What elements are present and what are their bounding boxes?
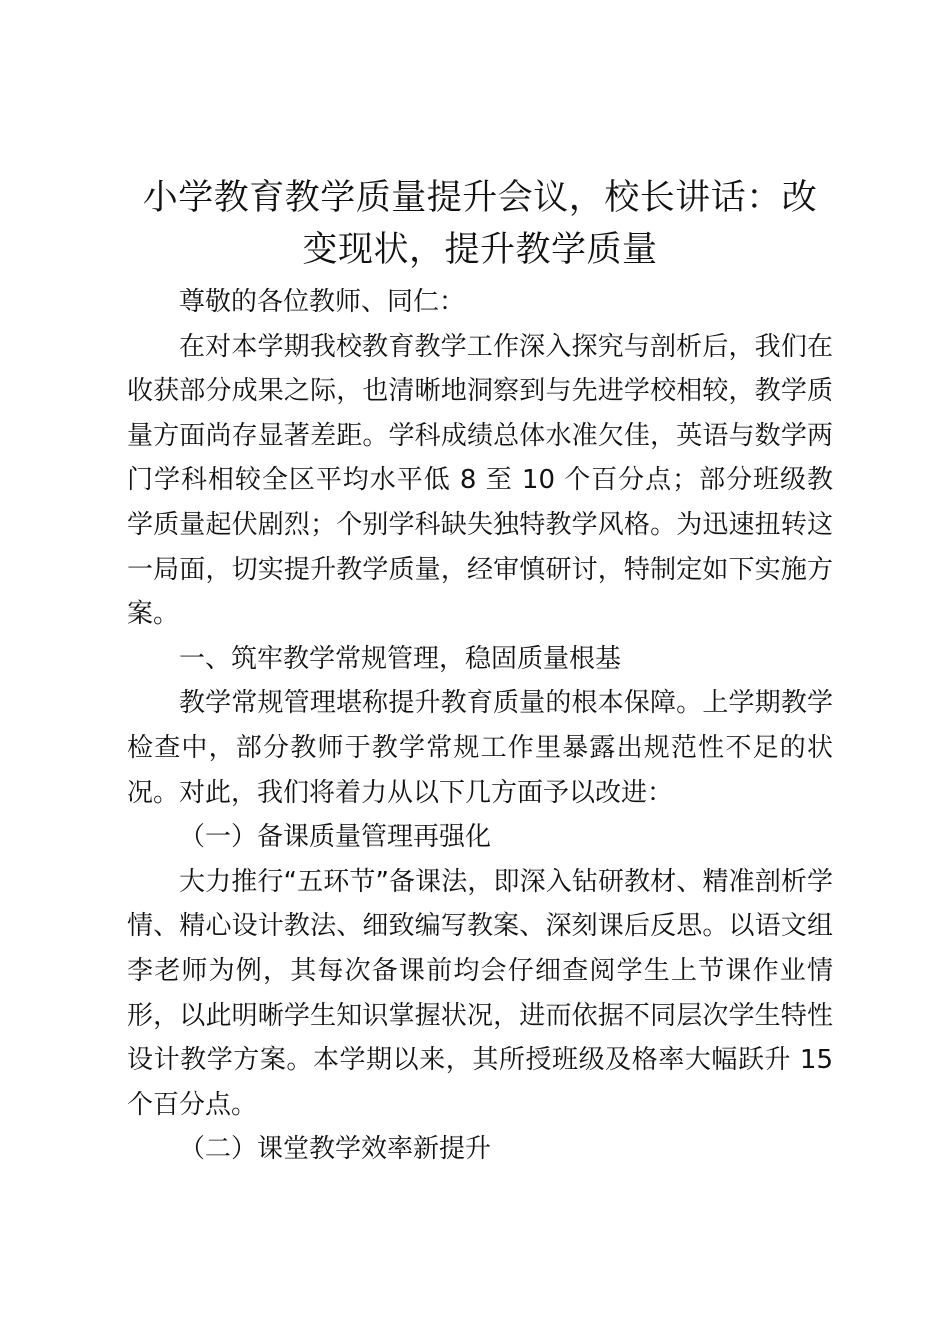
body-paragraph-subsection-1: 大力推行“五环节”备课法，即深入钻研教材、精准剖析学情、精心设计教法、细致编写教案、深刻课后反思。以语文组李老师为例，其每次备课前均会仔细查阅学生上节课作业情形，以此明晰学生知识掌握状况，进而依据不同层次学生特性设计教学方案。本学期以来，其所授班级及格率大幅跃升 15 个百分点。: [127, 866, 833, 1120]
subsection-heading-1: （一）备课质量管理再强化: [179, 822, 492, 853]
salutation: 尊敬的各位教师、同仁：: [179, 287, 466, 317]
document-page: [127, 172, 833, 1172]
body-paragraph-intro: 在对本学期我校教育教学工作深入探究与剖析后，我们在收获部分成果之际，也清晰地洞察到与先进学校相较，教学质量方面尚存显著差距。学科成绩总体水准欠佳，英语与数学两门学科相较全区平均水平低 8 至 10 个百分点；部分班级教学质量起伏剧烈；个别学科缺失独特教学风格。为迅速扭转这一局面，切实提升教学质量，经审慎研讨，特制定如下实施方案。: [127, 331, 833, 630]
document-title: 小学教育教学质量提升会议，校长讲话：改变现状，提升教学质量: [142, 178, 818, 270]
subsection-heading-2: （二）课堂教学效率新提升: [179, 1134, 492, 1165]
section-heading-1: 一、筑牢教学常规管理，稳固质量根基: [179, 643, 622, 674]
body-paragraph-section-1: 教学常规管理堪称提升教育质量的根本保障。上学期教学检查中，部分教师于教学常规工作里暴露出规范性不足的状况。对此，我们将着力从以下几方面予以改进：: [127, 688, 833, 808]
